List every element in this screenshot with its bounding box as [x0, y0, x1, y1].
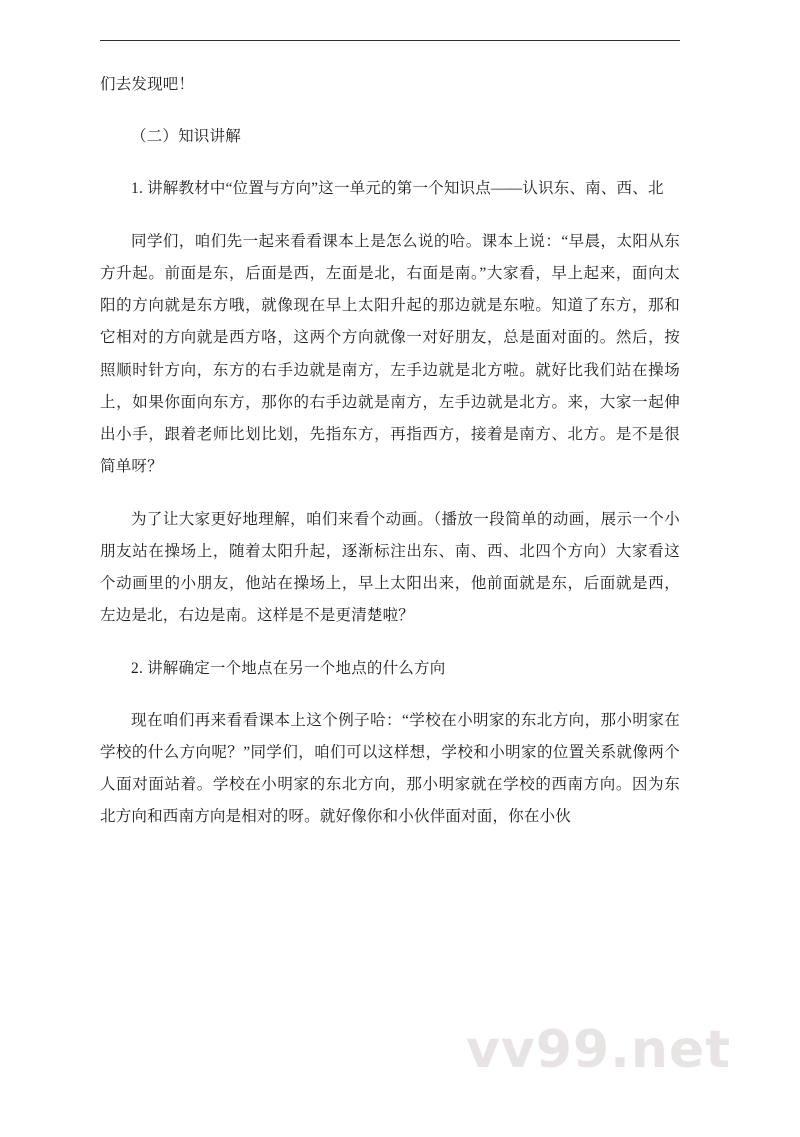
list-item-2-heading: 2. 讲解确定一个地点在另一个地点的什么方向 [131, 659, 446, 677]
header-divider [100, 40, 680, 41]
paragraph-body-animation: 为了让大家更好地理解，咱们来看个动画。（播放一段简单的动画，展示一个小朋友站在操场上，随着太阳升起，逐渐标注出东、南、西、北四个方向）大家看这个动画里的小朋友，他站在操场上，早上太阳出来，他前面就是东，后面就是西，左边是北，右边是南。这样是不是更清楚啦？ [100, 510, 680, 625]
page-content-area [100, 40, 680, 848]
paragraph-body-directions: 同学们，咱们先一起来看看课本上是怎么说的哈。课本上说：“早晨，太阳从东方升起。前面是东，后面是西，左面是北，右面是南。”大家看，早上起来，面向太阳的方向就是东方哦，就像现在早上太阳升起的那边就是东啦。知道了东方，那和它相对的方向就是西方咯，这两个方向就像一对好朋友，总是面对面的。然后，按照顺时针方向，东方的右手边就是南方，左手边就是北方啦。就好比我们站在操场上，如果你面向东方，那你的右手边就是南方，左手边就是北方。来，大家一起伸出小手，跟着老师比划比划，先指东方，再指西方，接着是南方、北方。是不是很简单呀？ [100, 232, 680, 476]
paragraph-continued: 们去发现吧！ [100, 76, 195, 93]
section-heading-knowledge-explanation: （二）知识讲解 [131, 128, 241, 146]
list-item-1-heading: 1. 讲解教材中“位置与方向”这一单元的第一个知识点——认识东、南、西、北 [131, 180, 664, 198]
watermark: vv99.net [466, 1020, 732, 1080]
paragraph-body-example: 现在咱们再来看看课本上这个例子哈：“学校在小明家的东北方向，那小明家在学校的什么方向呢？”同学们，咱们可以这样想，学校和小明家的位置关系就像两个人面对面站着。学校在小明家的东北方向，那小明家就在学校的西南方向。因为东北方向和西南方向是相对的呀。就好像你和小伙伴面对面，你在小伙 [100, 711, 680, 826]
